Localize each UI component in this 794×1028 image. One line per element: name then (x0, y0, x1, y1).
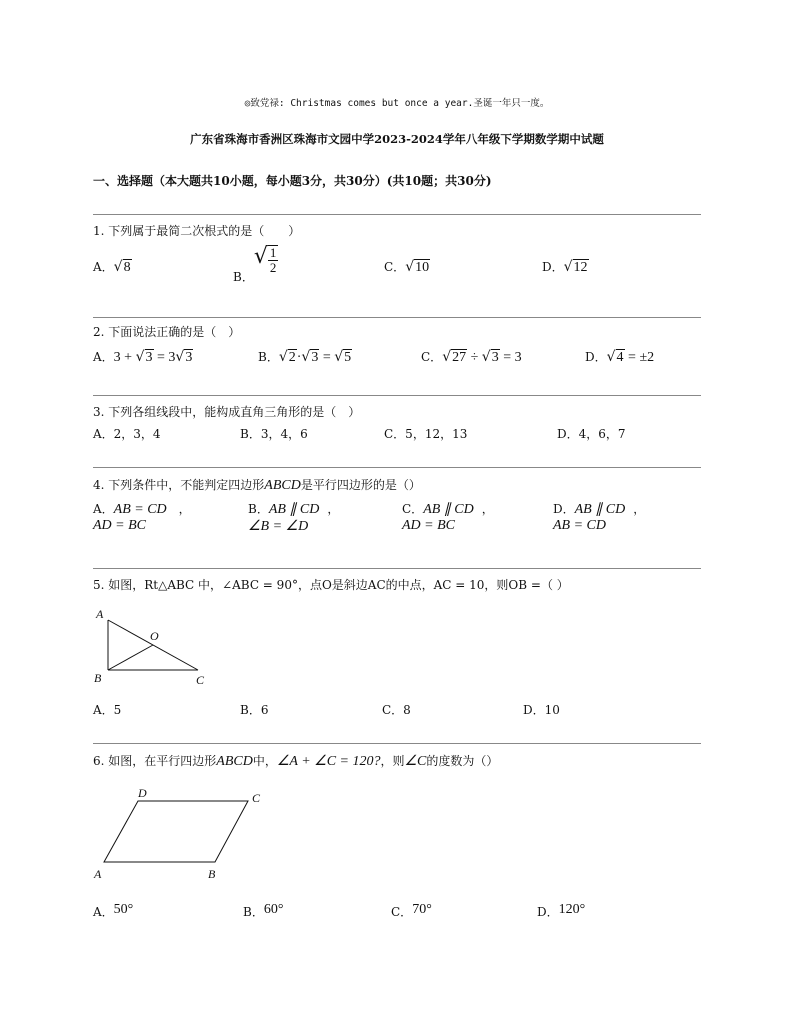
math-term: ABCD (264, 478, 301, 493)
radicand: 5 (344, 350, 352, 365)
option-value: 70° (412, 902, 432, 917)
radicand: 4 (616, 350, 624, 365)
math-term: = 3 (153, 350, 176, 365)
stem-text: 是平行四边形的是（） (300, 478, 421, 492)
radicand: 3 (491, 350, 499, 365)
q3-option-d[interactable]: D．4，6，7 (557, 427, 626, 441)
radicand: 2 (288, 350, 296, 365)
condition-1: AB ∥ CD (423, 502, 474, 517)
divider (93, 395, 701, 396)
q4-stem (93, 476, 421, 494)
section-heading: 一、选择题（本大题共10小题，每小题3分，共30分）(共10题；共30分) (93, 174, 492, 188)
radicand: 27 (452, 350, 467, 365)
q1-option-b[interactable]: B．√ $\frac{1}{2}$ (233, 244, 277, 284)
parallelogram-figure (88, 784, 278, 884)
math-term: · (296, 350, 302, 365)
q1-option-c[interactable]: C．√10 (384, 259, 430, 275)
q6-option-c[interactable] (391, 902, 432, 920)
q4-option-c[interactable] (402, 500, 494, 534)
math-term: = 3 (499, 350, 522, 365)
separator: ， (327, 502, 340, 516)
divider (93, 214, 701, 215)
stem-text: 的度数为（） (426, 754, 499, 768)
option-label: B． (248, 502, 269, 516)
parallelogram-abcd (104, 801, 248, 862)
q4-option-b[interactable] (248, 500, 339, 535)
math-term: 3 + (113, 350, 136, 365)
q5-option-b[interactable]: B．6 (240, 703, 269, 717)
radicand: 3 (145, 350, 153, 365)
option-label: A． (93, 905, 114, 919)
header-quote: ◎致党禄: Christmas comes but once a year.圣诞一年只一度。 (244, 98, 550, 109)
q3-option-a[interactable]: A．2，3，4 (93, 427, 161, 441)
q5-option-d[interactable]: D．10 (523, 703, 560, 717)
math-term: ∠A + ∠C = 120? (276, 754, 381, 769)
math-term: ÷ (467, 350, 482, 365)
vertex-label-b: B (94, 671, 102, 685)
q5-option-a[interactable]: A．5 (93, 703, 122, 717)
divider (93, 317, 701, 318)
divider (93, 743, 701, 744)
q1-stem: 1. 下列属于最简二次根式的是（ ） (93, 224, 301, 238)
fraction-numerator: 1 (269, 245, 277, 261)
condition-2: AD = BC (93, 518, 146, 533)
option-label: A． (93, 502, 114, 516)
option-label: D． (553, 502, 575, 516)
option-label: B． (258, 350, 279, 364)
condition-2: AB = CD (553, 518, 606, 533)
condition-1: AB ∥ CD (574, 502, 626, 517)
option-label: D． (542, 260, 564, 274)
radicand: 12 (573, 260, 588, 275)
condition-1: AB ∥ CD (268, 502, 320, 517)
option-label: A． (93, 260, 114, 274)
radicand: 3 (185, 350, 193, 365)
q3-option-c[interactable]: C．5，12，13 (384, 427, 468, 441)
option-label: B． (243, 905, 264, 919)
q2-option-b[interactable]: B．√2·√3 = √5 (258, 349, 352, 365)
vertex-label-b: B (208, 867, 216, 881)
separator: ， (481, 502, 494, 516)
q2-stem: 2. 下面说法正确的是（ ） (93, 325, 241, 339)
q4-option-a[interactable] (93, 500, 191, 534)
vertex-label-c: C (252, 791, 261, 805)
vertex-label-d: D (138, 786, 147, 800)
radicand: 8 (123, 260, 131, 275)
radicand: 10 (415, 260, 430, 275)
condition-2: ∠B = ∠D (248, 519, 309, 534)
q1-option-d[interactable]: D．√12 (542, 259, 588, 275)
stem-text: ，则 (380, 754, 405, 768)
q3-stem: 3. 下列各组线段中，能构成直角三角形的是（ ） (93, 405, 361, 419)
median-ob (108, 645, 153, 670)
fraction-denominator: 2 (269, 259, 277, 275)
vertex-label-a: A (96, 607, 104, 621)
q6-stem (93, 752, 498, 770)
q5-option-c[interactable]: C．8 (382, 703, 411, 717)
condition-1: AB = CD (113, 502, 167, 517)
q2-option-d[interactable]: D．√4 = ±2 (585, 349, 655, 365)
option-label: D． (585, 350, 607, 364)
q6-option-b[interactable] (243, 902, 283, 920)
math-term: = ±2 (624, 350, 655, 365)
vertex-label-a: A (94, 867, 102, 881)
option-label: C． (391, 905, 413, 919)
point-label-o: O (150, 629, 159, 643)
vertex-label-c: C (196, 673, 205, 687)
q4-option-d[interactable] (553, 500, 645, 534)
stem-text: 4. 下列条件中，不能判定四边形 (93, 478, 265, 492)
option-value: 120° (558, 902, 586, 917)
q2-option-a[interactable]: A．3 + √3 = 3√3 (93, 349, 193, 365)
option-label: A． (93, 350, 114, 364)
q1-option-a[interactable]: A．√8 (93, 259, 131, 275)
option-label: D． (537, 905, 559, 919)
q6-option-d[interactable] (537, 902, 585, 920)
math-term: ABCD (216, 754, 253, 769)
q6-option-a[interactable] (93, 902, 133, 920)
exam-title: 广东省珠海市香洲区珠海市文园中学2023-2024学年八年级下学期数学期中试题 (190, 132, 604, 146)
condition-2: AD = BC (402, 518, 455, 533)
q3-option-b[interactable]: B．3，4，6 (240, 427, 308, 441)
divider (93, 568, 701, 569)
q5-stem: 5. 如图，Rt△ABC 中，∠ABC = 90°，点O是斜边AC的中点，AC = 10，则OB =（ ） (93, 578, 569, 592)
math-term: ∠C (404, 754, 427, 769)
triangle-figure (88, 602, 218, 690)
radicand: 3 (311, 350, 319, 365)
option-value: 60° (263, 902, 284, 917)
option-label: C． (384, 260, 406, 274)
option-label: C． (421, 350, 443, 364)
option-label: B． (233, 270, 254, 284)
separator: ， (633, 502, 646, 516)
separator: ， (178, 502, 191, 516)
math-term: = (319, 350, 335, 365)
option-value: 50° (113, 902, 134, 917)
q2-option-c[interactable]: C．√27 ÷ √3 = 3 (421, 349, 522, 365)
stem-text: 中， (252, 754, 277, 768)
option-label: C． (402, 502, 424, 516)
divider (93, 467, 701, 468)
stem-text: 6. 如图，在平行四边形 (93, 754, 217, 768)
